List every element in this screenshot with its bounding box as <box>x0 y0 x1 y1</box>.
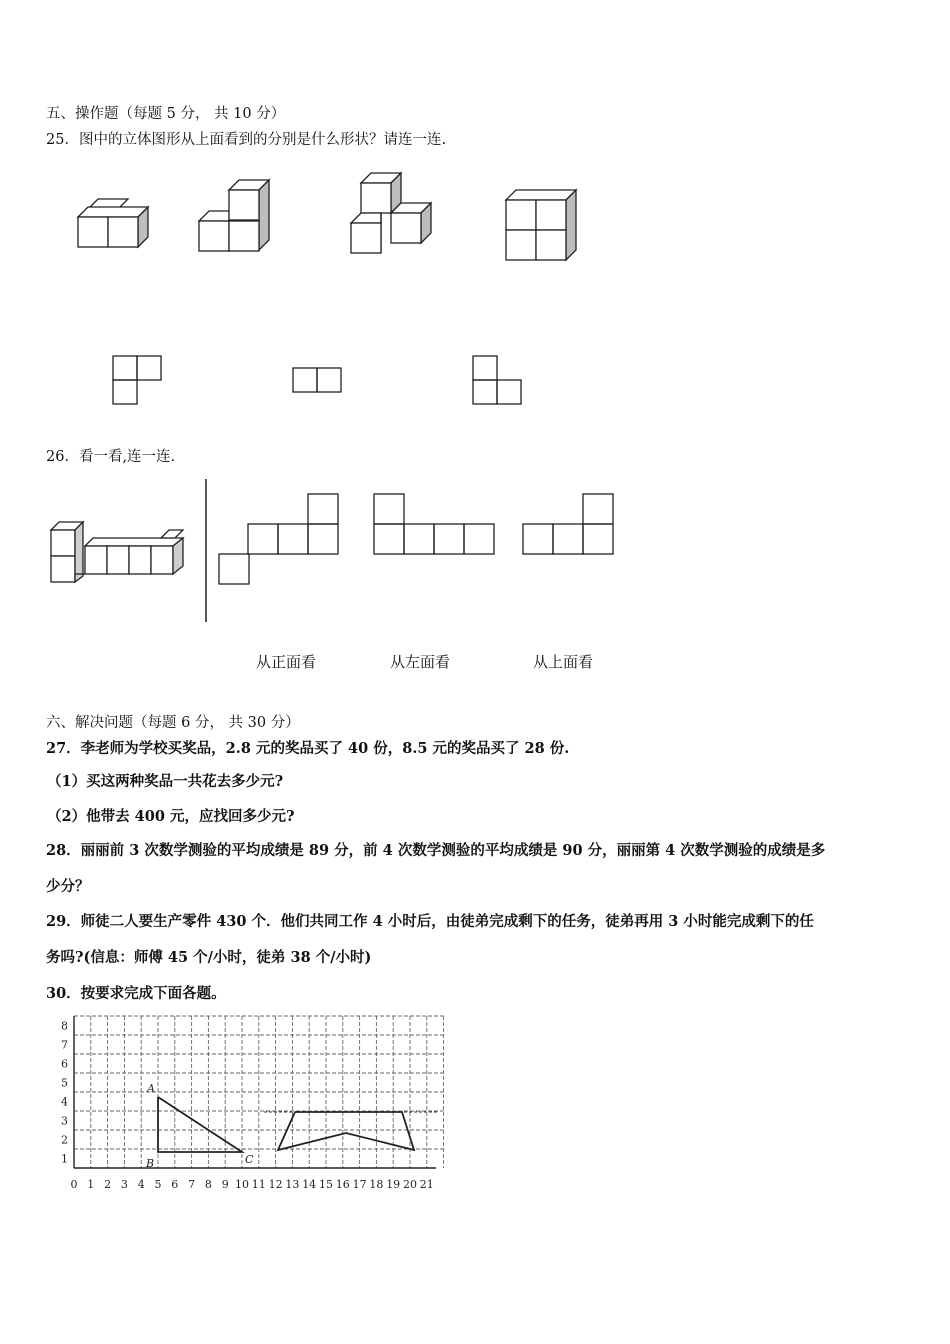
x-tick-label: 19 <box>386 1178 401 1191</box>
question-27: 27．李老师为学校买奖品，2.8 元的奖品买了 40 份，8.5 元的奖品买了 28 份. <box>46 740 570 757</box>
section5-header: 五、操作题（每题 5 分， 共 10 分） <box>46 106 286 122</box>
x-tick-label: 0 <box>70 1178 78 1191</box>
x-tick-label: 13 <box>285 1178 300 1191</box>
point-label-a: A <box>147 1082 155 1095</box>
x-tick-label: 3 <box>120 1178 128 1191</box>
view-label-top: 从上面看 <box>533 653 594 671</box>
view-label-front: 从正面看 <box>256 653 317 671</box>
x-tick-label: 12 <box>268 1178 283 1191</box>
question-26: 26．看一看,连一连. <box>46 449 176 465</box>
x-tick-label: 4 <box>137 1178 145 1191</box>
q25-solid-figures <box>0 0 950 300</box>
x-tick-label: 17 <box>352 1178 367 1191</box>
question-28-line2: 少分？ <box>46 878 90 895</box>
x-tick-label: 9 <box>221 1178 229 1191</box>
question-28-line1: 28．丽丽前 3 次数学测验的平均成绩是 89 分，前 4 次数学测验的平均成绩是 90 分，丽丽第 4 次数学测验的成绩是多 <box>46 842 826 859</box>
x-tick-label: 8 <box>204 1178 212 1191</box>
y-tick-label: 2 <box>61 1133 68 1147</box>
x-tick-label: 1 <box>87 1178 95 1191</box>
point-label-b: B <box>146 1157 155 1170</box>
x-tick-label: 16 <box>335 1178 350 1191</box>
q30-coordinate-grid <box>0 1005 950 1205</box>
x-tick-label: 10 <box>235 1178 249 1191</box>
x-tick-label: 11 <box>251 1178 266 1191</box>
x-tick-label: 21 <box>419 1178 434 1191</box>
x-tick-label: 20 <box>403 1178 417 1191</box>
x-tick-label: 15 <box>319 1178 333 1191</box>
question-27-part1: （1）买这两种奖品一共花去多少元? <box>47 773 284 790</box>
x-tick-label: 5 <box>154 1178 162 1191</box>
x-tick-label: 2 <box>104 1178 112 1191</box>
x-tick-label: 6 <box>171 1178 179 1191</box>
x-tick-label: 7 <box>188 1178 196 1191</box>
question-30: 30．按要求完成下面各题。 <box>46 985 226 1002</box>
x-tick-label: 14 <box>302 1178 317 1191</box>
point-label-c: C <box>245 1153 254 1166</box>
x-tick-label: 18 <box>369 1178 384 1191</box>
y-tick-label: 6 <box>61 1057 68 1071</box>
y-tick-label: 8 <box>61 1019 68 1033</box>
question-29-line1: 29．师徒二人要生产零件 430 个．他们共同工作 4 小时后，由徒弟完成剩下的任务，徒弟再用 3 小时能完成剩下的任 <box>46 913 814 930</box>
view-label-left: 从左面看 <box>390 653 451 671</box>
y-tick-label: 5 <box>61 1076 68 1090</box>
question-25: 25．图中的立体图形从上面看到的分别是什么形状？请连一连. <box>46 132 447 148</box>
y-tick-label: 4 <box>61 1095 68 1109</box>
question-29-line2: 务吗?(信息：师傅 45 个/小时，徒弟 38 个/小时) <box>46 949 372 966</box>
section6-header: 六、解决问题（每题 6 分， 共 30 分） <box>46 715 300 731</box>
y-tick-label: 7 <box>61 1038 68 1052</box>
y-tick-label: 3 <box>61 1114 68 1128</box>
y-tick-label: 1 <box>61 1152 68 1166</box>
q26-figures <box>0 470 950 670</box>
question-27-part2: （2）他带去 400 元，应找回多少元? <box>47 808 295 825</box>
triangle-abc <box>158 1097 242 1152</box>
